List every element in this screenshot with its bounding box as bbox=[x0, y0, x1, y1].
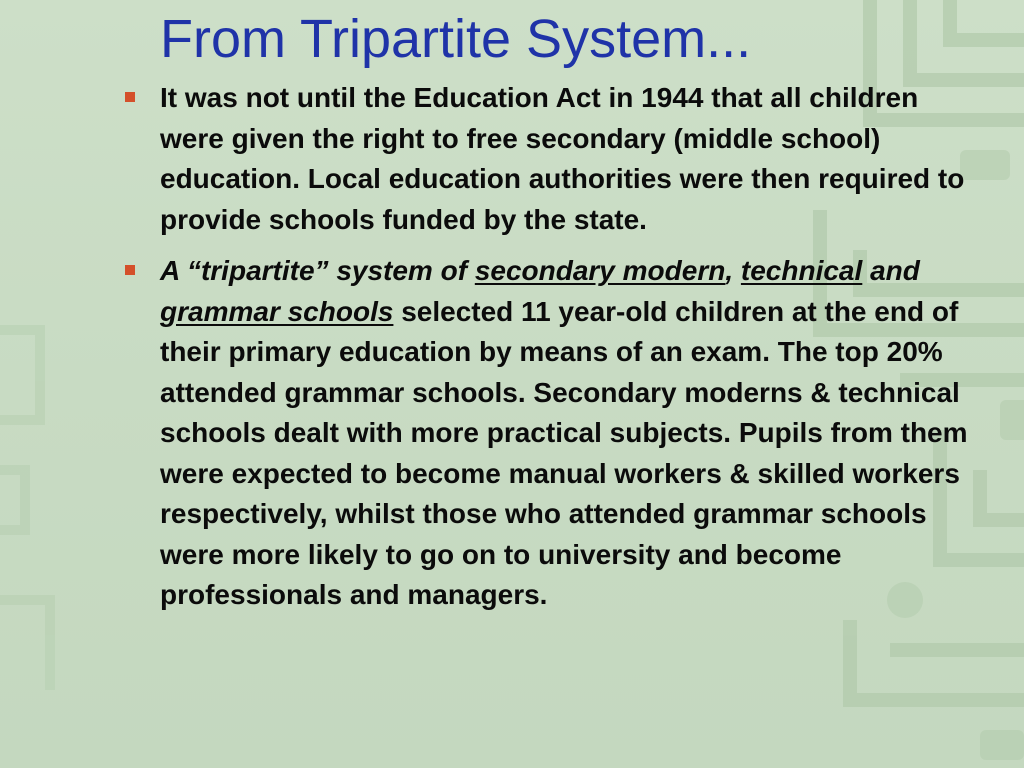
bullet-list bbox=[120, 78, 970, 627]
bullet-rest-text: selected 11 year-old children at the end of their primary education by means of an exam. The top 20% attended grammar schools. Secondary moderns & technical schools dealt with more practical subjects. Pupils from them were expected to become manual workers & skilled workers respectively, whilst those who attended grammar schools were more likely to go on to university and become professionals and managers. bbox=[160, 295, 968, 610]
square-bullet-icon bbox=[125, 92, 135, 102]
bullet-intro-text: A “tripartite” system of bbox=[160, 255, 475, 286]
bullet-text: It was not until the Education Act in 1944 that all children were given the right to free secondary (middle school) education. Local education authorities were then required to provide schools funded by the state. bbox=[160, 82, 965, 235]
bullet-item-education-act bbox=[120, 78, 970, 240]
secondary-modern-link[interactable]: secondary modern bbox=[474, 255, 726, 286]
comma-text: , bbox=[725, 255, 734, 286]
grammar-schools-link[interactable]: grammar schools bbox=[160, 295, 394, 327]
and-text: and bbox=[862, 255, 920, 286]
technical-link[interactable]: technical bbox=[740, 255, 863, 286]
bullet-item-tripartite-system bbox=[120, 251, 970, 616]
square-bullet-icon bbox=[125, 265, 135, 275]
slide-title: From Tripartite System... bbox=[160, 9, 752, 69]
